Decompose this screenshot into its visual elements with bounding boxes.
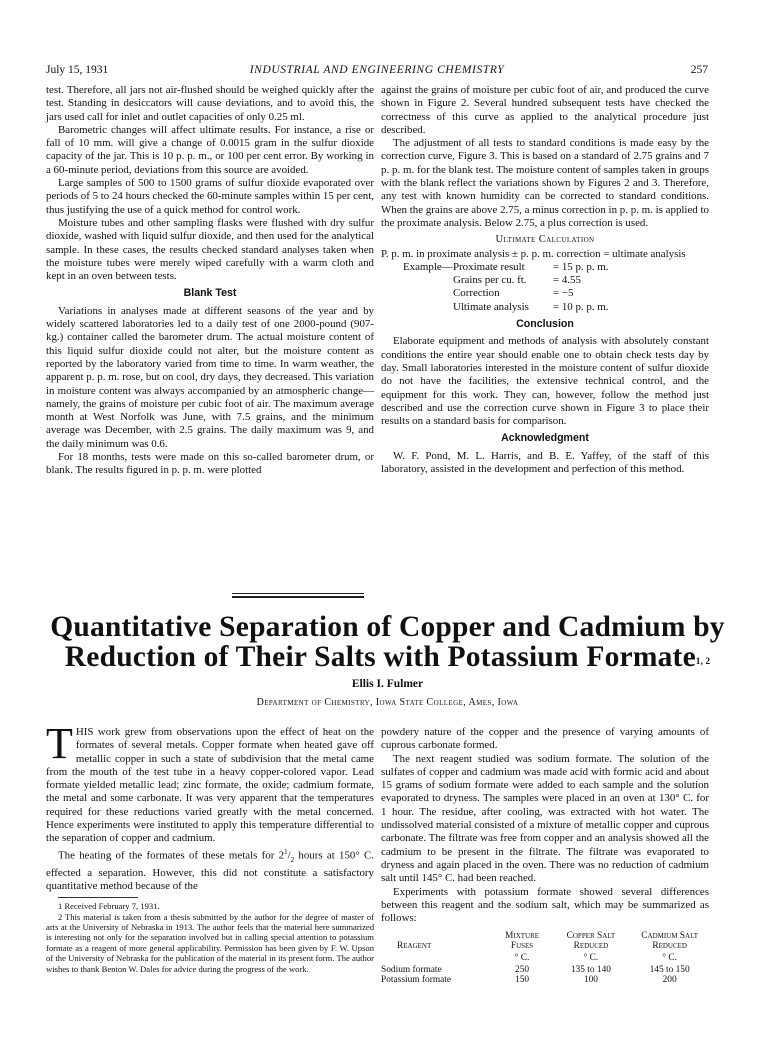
paragraph: powdery nature of the copper and the presence of varying amounts of cuprous carbonate formed. bbox=[381, 726, 709, 752]
drop-cap: T bbox=[46, 719, 73, 768]
paragraph: Experiments with potassium formate showed several differences between this reagent and the sodium salt, which may be summarized as follows: bbox=[381, 885, 709, 925]
section-heading: Blank Test bbox=[183, 287, 237, 300]
table-unit bbox=[381, 953, 493, 965]
example-row-label: Grains per cu. ft. bbox=[453, 274, 527, 287]
table-cell: 145 to 150 bbox=[649, 964, 690, 975]
paragraph: against the grains of moisture per cubic foot of air, and produced the curve shown in Figure 2. Several hundred subsequent tests have checked the correctness of this curve as applied to the analytical procedure just described. bbox=[381, 84, 709, 136]
calculation-example-row bbox=[381, 274, 709, 287]
paragraph-text: HIS work grew from observations upon the effect of heat on the formates of several metals. Copper formate when heated gave off metallic copper in such a state of subdivision that the metal came from the mouth of the test tube in a heavy copper-colored vapor. Lead formate yielded metallic lead; zinc formate, the oxide; cadmium formate, the metal and some carbonate. It was very apparent that the temperatures required for these reductions varied greatly with the metal concerned. Hence experiments were instituted to apply this temperature differential to the separation of copper and cadmium. bbox=[46, 726, 374, 845]
paragraph: Barometric changes will affect ultimate results. For instance, a rise or fall of 10 mm. will give a change of 0.0015 gram in the sulfur dioxide capacity of the jar. This is 10 p. p. m., or 100 per cent error. By working in a 60-minute period, deviations from this source are avoided. bbox=[46, 123, 374, 176]
paragraph: For 18 months, tests were made on this so-called barometer drum, or blank. The results figured in p. p. m. were plotted bbox=[46, 451, 374, 477]
running-header bbox=[46, 64, 708, 80]
paragraph: Large samples of 500 to 1500 grams of sulfur dioxide evaporated over periods of 5 to 24 hours checked the 60-minute samples within 15 per cent, thus justifying the use of a quick method for control work. bbox=[46, 177, 374, 216]
fraction-numerator: 1 bbox=[284, 847, 288, 856]
calculation-heading: Ultimate Calculation bbox=[495, 234, 595, 246]
table-unit: ° C. bbox=[583, 953, 599, 964]
example-row-label: Ultimate analysis bbox=[453, 300, 529, 313]
example-row-label: Proximate result bbox=[453, 260, 525, 273]
table-row bbox=[381, 975, 709, 986]
section-heading: Conclusion bbox=[516, 318, 574, 331]
footnotes bbox=[46, 901, 374, 974]
fraction-denominator: 2 bbox=[290, 855, 295, 864]
journal-name: INDUSTRIAL AND ENGINEERING CHEMISTRY bbox=[249, 64, 505, 76]
example-row-value: = 10 p. p. m. bbox=[553, 300, 609, 313]
table-cell: Potassium formate bbox=[381, 975, 452, 986]
title-line: Quantitative Separation of Copper and Cadmium by bbox=[50, 611, 725, 643]
issue-date: July 15, 1931 bbox=[46, 64, 109, 76]
paragraph: Elaborate equipment and methods of analysis with absolutely constant conditions the entire year should enable one to obtain check tests day by day. Small laboratories interested in the moisture content of sulfur dioxide do not have the facilities, the extensive technical control, and the equipment for this work. They can, however, follow the method just described and use the correction curve shown in Figure 3 to place their results on a standard basis for comparison. bbox=[381, 335, 709, 428]
example-row-label: Correction bbox=[453, 287, 500, 300]
paragraph: Variations in analyses made at different seasons of the year and by widely scattered laboratories led to a daily test of one 2000-pound (907-kg.) container called the barometer drum. The actual moisture content of this liquid sulfur dioxide could not alter, but the moisture content as reported by the laboratory varied from time to time. In warm weather, the apparent p. p. m. rose, but on cool, dry days, they decreased. This variation in moisture content was always accompanied by an atmospheric change—namely, the grains of moisture per cubic foot of air. The maximum average month at West Norfolk was June, with 7.5 grains, and the minimum average was December, with 2.5 grains. The daily maximum was 9, and the daily minimum was 0.6. bbox=[46, 304, 374, 450]
top-right-column bbox=[381, 84, 709, 476]
table-unit: ° C. bbox=[662, 953, 677, 964]
paragraph: The heating of the formates of these metals for $2^1/_2$ hours at 150° C. effected a separation. However, this did not constitute a satisfactory quantitative method because of the bbox=[46, 847, 374, 893]
example-row-value: = 4.55 bbox=[553, 274, 581, 287]
article-divider bbox=[232, 593, 364, 600]
table-header: Copper Salt Reduced bbox=[566, 931, 616, 952]
paragraph bbox=[46, 719, 374, 846]
article-title bbox=[0, 612, 775, 672]
paragraph: test. Therefore, all jars not air-flushed should be weighed quickly after the test. Standing in desiccators will cause deviations, and to avoid this, the jars used call for inlet and outlet capacities of only 0.25 ml. bbox=[46, 84, 374, 123]
example-row-value: = 15 p. p. m. bbox=[553, 260, 609, 273]
paragraph: The next reagent studied was sodium formate. The solution of the sulfates of copper and cadmium was made acid with formic acid and about 15 grams of sodium formate were added to each sample and the solution evaporated to dryness. The samples were placed in an oven at 130° C. for 1 hour. The residue, after cooling, was extracted with hot water. The undissolved material consisted of a mixture of metallic copper and cuprous carbonate. The filtrate was free from copper and an analysis showed all the cadmium to be present in the filtrate. The filtrate was evaporated to dryness and again placed in the oven. There was no reduction of cadmium salt until 145° C. had been reached. bbox=[381, 752, 709, 885]
example-label: Example— bbox=[403, 260, 453, 273]
calculation-formula: P. p. m. in proximate analysis ± p. p. m. correction = ultimate analysis bbox=[381, 247, 686, 260]
example-row-value: = −5 bbox=[553, 287, 574, 300]
author-name: Ellis I. Fulmer bbox=[351, 678, 424, 690]
table-row bbox=[381, 965, 709, 976]
table-header: Reagent bbox=[397, 941, 432, 952]
paragraph: The adjustment of all tests to standard conditions is made easy by the correction curve, Figure 3. This is based on a standard of 2.75 grains and 7 p. p. m. for the blank test. The moisture content of samples taken in groups with the blank reflect the variations shown by Figures 2 and 3. Therefore, any test with known humidity can be corrected to standard conditions. When the grains are above 2.75, a minus correction in p. p. m. is applied to the proximate analysis. Below 2.75, a plus correction is used. bbox=[381, 137, 709, 229]
table-cell: 150 bbox=[515, 975, 530, 986]
table-cell: 135 to 140 bbox=[570, 964, 611, 975]
section-heading: Acknowledgment bbox=[501, 432, 589, 445]
title-line: Reduction of Their Salts with Potassium Formate bbox=[64, 641, 696, 673]
table-cell: Sodium formate bbox=[381, 964, 442, 975]
table-unit: ° C. bbox=[514, 953, 530, 964]
table-cell: 100 bbox=[583, 975, 598, 986]
calculation-example-row bbox=[381, 287, 709, 300]
reagent-table bbox=[381, 931, 709, 985]
paragraph: W. F. Pond, M. L. Harris, and B. E. Yaffey, of the staff of this laboratory, assisted in the development and perfection of this method. bbox=[381, 449, 709, 476]
calculation-example-row bbox=[381, 301, 709, 314]
author-affiliation: Department of Chemistry, Iowa State College, Ames, Iowa bbox=[256, 697, 519, 708]
calculation-example-row bbox=[381, 261, 709, 274]
paragraph-text: The heating of the formates of these metals for 2 bbox=[58, 849, 285, 862]
table-header: Mixture Fuses bbox=[505, 931, 540, 952]
bottom-left-column bbox=[46, 719, 374, 974]
title-footnote-refs: 1, 2 bbox=[695, 656, 711, 666]
top-left-column bbox=[46, 84, 374, 478]
table-cell: 200 bbox=[662, 975, 677, 986]
paragraph-text: hours at 150° C. effected a separation. However, this did not constitute a satisfactory quantitative method because of the bbox=[46, 849, 374, 893]
table-header: Cadmium Salt Reduced bbox=[641, 931, 698, 952]
footnote-rule bbox=[58, 897, 138, 898]
paragraph: Moisture tubes and other sampling flasks were flushed with dry sulfur dioxide, washed with liquid sulfur dioxide, and then used for the analytical sample. In these cases, the results checked standard analyses taken when the moisture tubes were merely wiped carefully with a warm cloth and kept in an oven between tests. bbox=[46, 216, 374, 283]
page-number: 257 bbox=[690, 64, 708, 76]
bottom-right-column bbox=[381, 726, 709, 986]
footnote: 2 This material is taken from a thesis submitted by the author for the degree of master of arts at the University of Nebraska in 1913. The author feels that the material here summarized is interesting not only for the separation involved but in calling special attention to potassium formate as a reagent of more general applicability. Permission has been given by F. W. Upson of the University of Nebraska for the publication of the material in its present form. The author wishes to thank Benton W. Dales for advice during the progress of the work. bbox=[46, 911, 374, 974]
table-cell: 250 bbox=[515, 964, 530, 975]
footnote: 1 Received February 7, 1931. bbox=[58, 901, 160, 912]
